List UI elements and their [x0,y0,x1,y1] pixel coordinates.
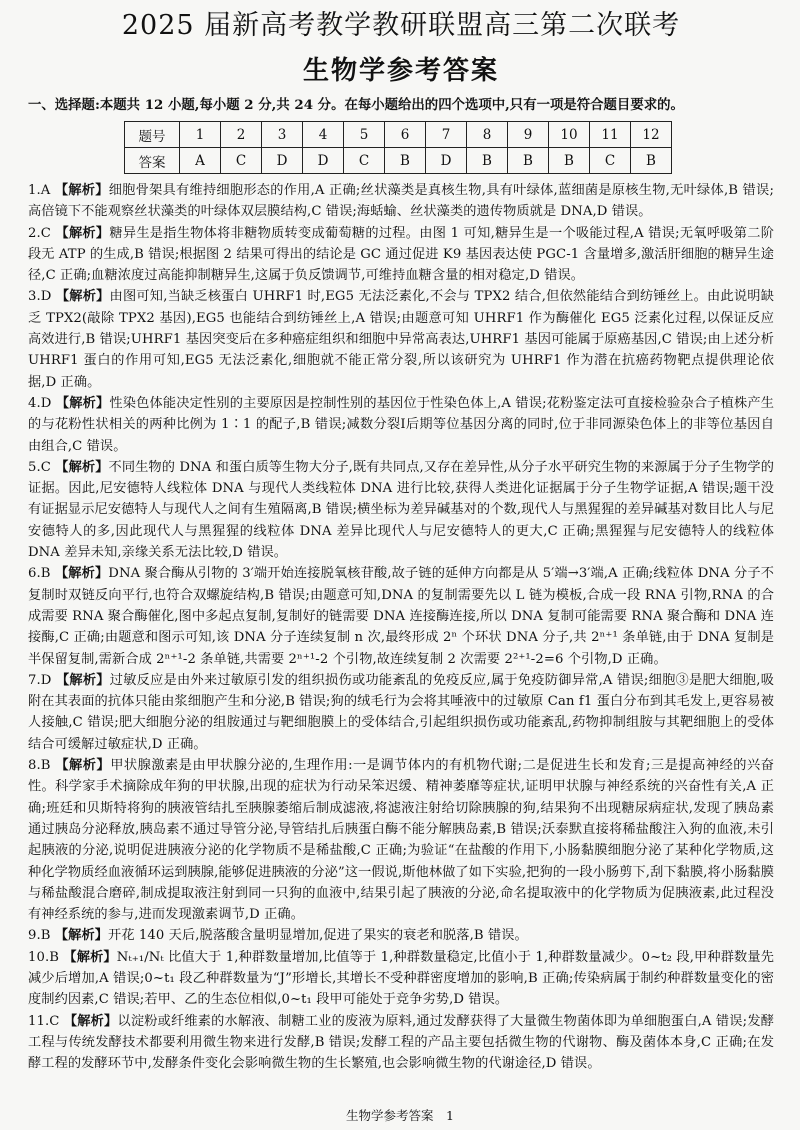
question-number: 5 [344,122,385,148]
explanation-tag: 【解析】 [55,395,110,411]
item-number: 7.D [28,672,52,688]
page-title: 2025 届新高考教学教研联盟高三第二次联考 [121,10,681,41]
explanation-text: 糖异生是指生物体将非糖物质转变成葡萄糖的过程。由图 1 可知,糖异生是一个吸能过程,A 错误;无氧呼吸第二阶段无 ATP 的生成,B 错误;根据图 2 结果可得出的结论是 GC 通过促进 K9 基因表达使 PGC-1 含量增多,激活肝细胞的糖异生途径,C 正确;血糖浓度过高能抑制糖异生,这属于负反馈调节,可维持血糖含量的相对稳定,D 错误。 [28,225,775,284]
explanation-tag: 【解析】 [55,225,110,241]
answer-table [124,121,672,174]
question-number: 7 [426,122,467,148]
explanation-text: 细胞骨架具有维持细胞形态的作用,A 正确;丝状藻类是真核生物,具有叶绿体,蓝细菌是原核生物,无叶绿体,B 错误;高倍镜下不能观察丝状藻类的叶绿体双层膜结构,C 错误;海蛞蝓、丝状藻类的遗传物质就是 DNA,D 错误。 [28,183,774,220]
explanation-text: 甲状腺激素是由甲状腺分泌的,生理作用:一是调节体内的有机物代谢;二是促进生长和发育;三是提高神经的兴奋性。科学家手术摘除成年狗的甲状腺,出现的症状为行动呆笨迟缓、精神萎靡等症状,证明甲状腺与神经系统的兴奋性有关,A 正确;班廷和贝斯特将狗的胰液管结扎至胰腺萎缩后制成滤液,将滤液注射给切除胰腺的狗,结果狗不出现糖尿病症状,发现了胰岛素通过胰岛分泌释放,胰岛素不通过导管分泌,导管结扎后胰蛋白酶不能分解胰岛素,B 错误;沃泰默直接将稀盐酸注入狗的血液,未引起胰液的分泌,说明促进胰液分泌的化学物质不是稀盐酸,C 正确;为验证“在盐酸的作用下,小肠黏膜细胞分泌了某种化学物质,这种化学物质经血液循环运到胰腺,能够促进胰液的分泌”这一假说,斯他林做了如下实验,把狗的一段小肠剪下,刮下黏膜,将小肠黏膜与稀盐酸混合磨碎,制成提取液注射到同一只狗的血液中,结果引起了胰液的分泌,命名提取液中的化学物质为促胰液素,此过程没有神经系统的参与,进而发现激素调节,D 正确。 [28,758,775,923]
explanation-item [28,393,774,457]
question-number: 1 [180,122,221,148]
explanation-text: 过敏反应是由外来过敏原引发的组织损伤或功能紊乱的免疫反应,属于免疫防御异常,A 错误;细胞③是肥大细胞,吸附在其表面的抗体只能由浆细胞产生和分泌,B 错误;狗的绒毛行为会将其唾液中的过敏原 Can f1 蛋白分布到其毛发上,更容易被人接触,C 错误;肥大细胞分泌的组胺通过与靶细胞膜上的受体结合,引起组织损伤或功能紊乱,药物抑制组胺与其靶细胞上的受体结合可缓解过敏症状,D 正确。 [28,672,775,752]
item-number: 3.D [28,289,52,305]
explanation-item [28,925,774,946]
explanation-text: DNA 聚合酶从引物的 3′端开始连接脱氧核苷酸,故子链的延伸方向都是从 5′端→3′端,A 正确;线粒体 DNA 分子不复制时双链反向平行,也符合双螺旋结构,B 错误;由题意可知,DNA 的复制需要先以 L 链为模板,合成一段 RNA 引物,RNA 的合成需要 RNA 聚合酶催化,图中多起点复制,复制好的链需要 DNA 连接酶连接,所以 DNA 复制可能需要 RNA 聚合酶和 DNA 连接酶,C 正确;由题意和图示可知,该 DNA 分子连续复制 n 次,最终形成 2ⁿ 个环状 DNA 分子,共 2ⁿ⁺¹ 条单链,由于 DNA 复制是半保留复制,需新合成 2ⁿ⁺¹-2 条单链,共需要 2ⁿ⁺¹-2 个引物,故连续复制 2 次需要 2²⁺¹-2=6 个引物,D 正确。 [28,566,774,667]
explanation-text: 由图可知,当缺乏核蛋白 UHRF1 时,EG5 无法泛素化,不会与 TPX2 结合,但依然能结合到纺锤丝上。由此说明缺乏 TPX2(敲除 TPX2 基因),EG5 也能结合到纺锤丝上,A 错误;由题意可知 UHRF1 作为酶催化 EG5 泛素化过程,以保证反应高效进行,B 错误;UHRF1 基因突变后在多种癌症组织和细胞中异常高表达,UHRF1 基因可能属于原癌基因,C 错误;由上述分析 UHRF1 蛋白的作用可知,EG5 无法泛素化,细胞就不能正常分裂,所以该研究为 UHRF1 作为潜在抗癌药物靶点提供理论依据,D 正确。 [28,289,774,390]
explanation-item [28,180,774,223]
explanation-tag: 【解析】 [55,289,110,305]
explanation-tag: 【解析】 [63,949,117,965]
answer-cell: C [344,148,385,174]
answer-cell: B [631,148,672,174]
answer-table-answer-row [125,148,672,174]
explanation-list [28,180,774,1074]
question-number: 3 [262,122,303,148]
explanation-tag: 【解析】 [63,1013,118,1029]
answer-cell: A [180,148,221,174]
answer-cell: D [262,148,303,174]
row-label-number: 题号 [125,122,180,148]
answer-cell: B [467,148,508,174]
question-number: 6 [385,122,426,148]
section-heading: 一、选择题:本题共 12 小题,每小题 2 分,共 24 分。在每小题给出的四个选项中,只有一项是符合题目要求的。 [28,97,684,113]
item-number: 8.B [28,758,51,774]
row-label-answer: 答案 [125,148,180,174]
explanation-item [28,286,774,392]
question-number: 4 [303,122,344,148]
explanation-tag: 【解析】 [55,672,110,688]
explanation-text: 以淀粉或纤维素的水解液、制糖工业的废液为原料,通过发酵获得了大量微生物菌体即为单细胞蛋白,A 错误;发酵工程与传统发酵技术都要利用微生物来进行发酵,B 错误;发酵工程的产品主要包括微生物的代谢物、酶及菌体本身,C 正确;在发酵工程的发酵环节中,发酵条件变化会影响微生物的生长繁殖,也会影响微生物的代谢途径,D 错误。 [28,1013,774,1072]
question-number: 11 [590,122,631,148]
item-number: 10.B [28,949,60,965]
explanation-item [28,223,774,287]
explanation-item [28,457,774,563]
answer-cell: B [508,148,549,174]
page-subtitle: 生物学参考答案 [302,56,499,86]
item-number: 4.D [28,395,52,411]
answer-cell: B [385,148,426,174]
explanation-item [28,755,774,925]
explanation-text: 开花 140 天后,脱落酸含量明显增加,促进了果实的衰老和脱落,B 错误。 [108,928,528,944]
item-number: 2.C [28,225,51,241]
item-number: 5.C [28,459,51,475]
answer-cell: C [590,148,631,174]
explanation-item [28,947,774,1011]
explanation-text: Nₜ₊₁/Nₜ 比值大于 1,种群数量增加,比值等于 1,种群数量稳定,比值小于 1,种群数量减少。0~t₂ 段,甲种群数量先减少后增加,A 错误;0~t₁ 段乙种群数量为“J”形增长,其增长不受种群密度增加的影响,B 正确;传染病属于制约种群数量变化的密度制约因素,C 错误;若甲、乙的生态位相似,0~t₁ 段甲可能处于竞争劣势,D 错误。 [28,949,774,1008]
answer-cell: D [426,148,467,174]
explanation-tag: 【解析】 [55,758,111,774]
explanation-item [28,563,774,669]
question-number: 2 [221,122,262,148]
item-number: 1.A [28,183,51,198]
explanation-item [28,1011,774,1075]
explanation-text: 性染色体能决定性别的主要原因是控制性别的基因位于性染色体上,A 错误;花粉鉴定法可直接检验杂合子植株产生的与花粉性状相关的两种比例为 1∶1 的配子,B 错误;减数分裂Ⅰ后期等位基因分离的同时,位于非同源染色体上的非等位基因自由组合,C 错误。 [28,395,775,454]
question-number: 9 [508,122,549,148]
item-number: 9.B [28,928,51,944]
question-number: 12 [631,122,672,148]
explanation-item [28,670,774,755]
explanation-tag: 【解析】 [54,183,109,198]
answer-cell: C [221,148,262,174]
question-number: 10 [549,122,590,148]
explanation-tag: 【解析】 [55,459,109,475]
item-number: 11.C [28,1013,60,1029]
answer-table-number-row [125,122,672,148]
question-number: 8 [467,122,508,148]
answer-cell: B [549,148,590,174]
item-number: 6.B [28,566,51,582]
page-footer: 生物学参考答案 1 [346,1108,454,1123]
explanation-tag: 【解析】 [54,566,109,582]
answer-cell: D [303,148,344,174]
explanation-tag: 【解析】 [54,928,109,944]
explanation-text: 不同生物的 DNA 和蛋白质等生物大分子,既有共同点,又存在差异性,从分子水平研究生物的来源属于分子生物学的证据。因此,尼安德特人线粒体 DNA 与现代人类线粒体 DNA 进行比较,获得人类进化证据属于分子生物学证据,A 错误;题干没有证据显示尼安德特人与现代人之间有生殖隔离,B 错误;横坐标为差异碱基对的个数,现代人与黑猩猩的差异碱基对数目比人与尼安德特人的多,因此现代人与黑猩猩的线粒体 DNA 差异比现代人与尼安德特人的更大,C 正确;黑猩猩与尼安德特人的线粒体 DNA 差异未知,亲缘关系无法比较,D 错误。 [28,459,774,561]
